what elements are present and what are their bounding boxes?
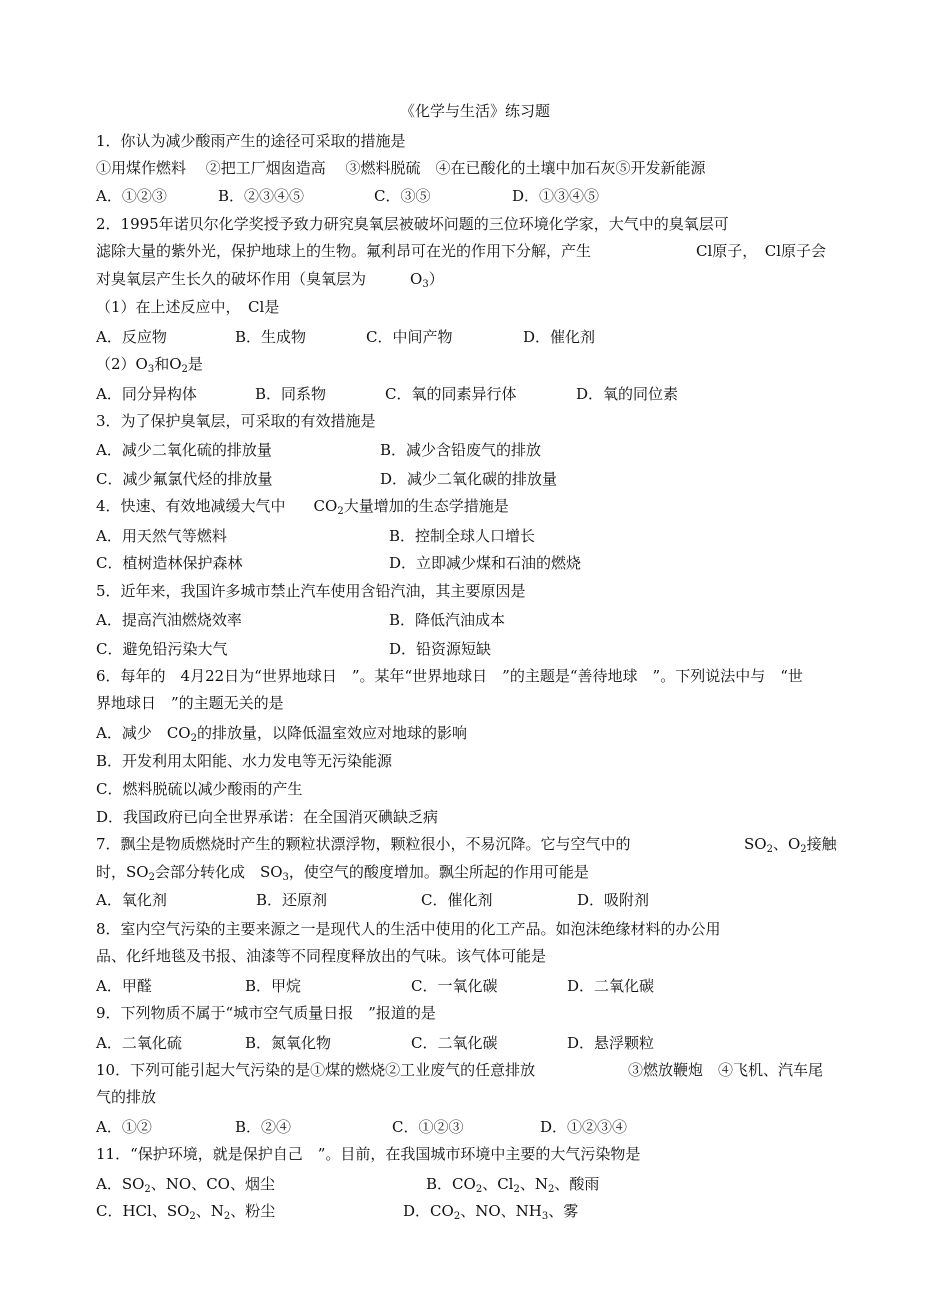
- question-5-option-d: D．铅资源短缺: [389, 640, 492, 658]
- question-1-option-b: B．②③④⑤: [218, 187, 305, 205]
- question-4-option-b: B．控制全球人口增长: [389, 527, 536, 545]
- question-11-option-b-sub-1: 2: [475, 1184, 483, 1195]
- page-title: 《化学与生活》练习题: [399, 102, 550, 120]
- question-2-sub1-option-c: C．中间产物: [366, 328, 453, 346]
- question-11-option-d-sub-1: 2: [453, 1211, 461, 1222]
- question-2-sub2-o3-subscript: 3: [147, 364, 155, 375]
- question-2-sub2-o3: （2）O: [96, 355, 148, 373]
- question-6-stem-line-2: 界地球日 ”的主题无关的是: [96, 694, 284, 712]
- question-11-option-b-part-1: B．CO: [426, 1175, 476, 1193]
- question-3-option-c: C．减少氟氯代烃的排放量: [96, 470, 273, 488]
- question-11-option-c-part-3: 、粉尘: [230, 1202, 276, 1220]
- question-1-items: ①用煤作燃料 ②把工厂烟囱造高 ③燃料脱硫 ④在已酸化的土壤中加石灰⑤开发新能源: [96, 159, 706, 177]
- question-8-stem-line-2: 品、化纤地毯及书报、油漆等不同程度释放出的气味。该气体可能是: [96, 947, 547, 965]
- question-11-option-c-sub-2: 2: [223, 1211, 231, 1222]
- question-6-option-d: D．我国政府已向全世界承诺：在全国消灭碘缺乏病: [96, 808, 439, 826]
- question-2-stem-line-1: 2．1995年诺贝尔化学奖授予致力研究臭氧层被破坏问题的三位环境化学家，大气中的臭氧层可: [96, 215, 729, 233]
- question-3-option-d: D．减少二氧化碳的排放量: [380, 470, 558, 488]
- question-2-sub2-option-b: B．同系物: [255, 385, 327, 403]
- question-4-stem-b: 大量增加的生态学措施是: [343, 497, 509, 515]
- question-10-stem-line-1-tail: ③燃放鞭炮 ④飞机、汽车尾: [628, 1061, 824, 1079]
- question-3-stem: 3．为了保护臭氧层，可采取的有效措施是: [96, 412, 376, 430]
- question-2-sub2-o2-subscript: 2: [181, 364, 188, 375]
- question-2-sub2-stem: [96, 354, 203, 374]
- question-7-stem-line-1: 7．飘尘是物质燃烧时产生的颗粒状漂浮物，颗粒很小，不易沉降。它与空气中的: [96, 835, 631, 853]
- question-6-option-a-subscript: 2: [190, 733, 197, 744]
- question-5-option-a: A．提高汽油燃烧效率: [96, 611, 242, 629]
- question-11-option-d-part-1: D．CO: [403, 1202, 454, 1220]
- question-8-option-c: C．一氧化碳: [411, 977, 498, 995]
- question-11-option-d-part-3: 、雾: [548, 1202, 579, 1220]
- question-11-option-a-part-2: 、NO、CO、烟尘: [150, 1175, 275, 1193]
- question-2-sub1-stem: （1）在上述反应中， Cl是: [96, 298, 280, 316]
- question-10-option-b: B．②④: [235, 1118, 292, 1136]
- question-11-option-b-sub-2: 2: [513, 1184, 520, 1195]
- question-2-sub2-o2: 和O: [154, 355, 182, 373]
- question-4-co2-subscript: 2: [337, 506, 344, 517]
- question-4-stem: [96, 496, 509, 516]
- question-8-option-a: A．甲醛: [96, 977, 152, 995]
- question-11-option-a-sub-1: 2: [144, 1184, 151, 1195]
- question-5-option-b: B．降低汽油成本: [389, 611, 506, 629]
- question-9-option-b: B．氮氧化物: [245, 1034, 332, 1052]
- question-5-stem: 5．近年来，我国许多城市禁止汽车使用含铅汽油，其主要原因是: [96, 582, 526, 600]
- question-11-option-b-part-3: 、N: [519, 1175, 548, 1193]
- question-2-stem-line-2: 滤除大量的紫外光，保护地球上的生物。氟利昂可在光的作用下分解，产生: [96, 242, 592, 260]
- question-10-option-c: C．①②③: [392, 1118, 464, 1136]
- question-3-option-a: A．减少二氧化硫的排放量: [96, 441, 272, 459]
- question-1-option-d: D．①③④⑤: [512, 187, 600, 205]
- question-10-option-a: A．①②: [96, 1118, 152, 1136]
- question-11-option-c-sub-1: 2: [189, 1211, 196, 1222]
- question-2-sub2-option-c: C．氧的同素异行体: [385, 385, 517, 403]
- question-10-option-d: D．①②③④: [540, 1118, 628, 1136]
- question-3-option-b: B．减少含铅废气的排放: [380, 441, 542, 459]
- question-7-so2: SO: [744, 835, 767, 853]
- question-7-so2-subscript: 2: [766, 844, 773, 855]
- question-6-option-a-tail: 的排放量，以降低温室效应对地球的影响: [196, 724, 467, 742]
- question-11-option-c-part-2: 、N: [195, 1202, 224, 1220]
- question-11-option-b: [426, 1174, 599, 1194]
- ozone-subscript: 3: [422, 279, 429, 290]
- question-7-line-2-sub-2: 3: [282, 872, 289, 883]
- question-1-option-c: C．③⑤: [374, 187, 431, 205]
- question-11-stem: 11．“保护环境，就是保护自己 ”。目前，在我国城市环境中主要的大气污染物是: [96, 1145, 641, 1163]
- question-11-option-d-sub-2: 3: [541, 1211, 549, 1222]
- question-5-option-c: C．避免铅污染大气: [96, 640, 228, 658]
- question-7-option-b: B．还原剂: [256, 891, 328, 909]
- question-2-stem-line-3-text: 对臭氧层产生长久的破坏作用（臭氧层为: [96, 270, 367, 288]
- question-8-option-b: B．甲烷: [245, 977, 302, 995]
- question-7-contact: 接触: [806, 835, 837, 853]
- question-7-line-2-a: 时，SO: [96, 863, 149, 881]
- question-7-option-a: A．氧化剂: [96, 891, 167, 909]
- question-11-option-c-part-1: C．HCl、SO: [96, 1202, 190, 1220]
- question-9-option-d: D．悬浮颗粒: [567, 1034, 655, 1052]
- question-11-option-b-part-4: 、酸雨: [554, 1175, 600, 1193]
- question-4-co2: CO: [313, 497, 338, 515]
- question-7-o2: 、O: [772, 835, 801, 853]
- question-7-line-2-c: ，使空气的酸度增加。飘尘所起的作用可能是: [288, 863, 589, 881]
- question-7-stem-line-2: [96, 862, 589, 882]
- question-7-stem-line-1-tail: [744, 834, 837, 854]
- question-2-sub2-end: 是: [187, 355, 203, 373]
- question-8-stem-line-1: 8．室内空气污染的主要来源之一是现代人的生活中使用的化工产品。如泡沫绝缘材料的办公用: [96, 920, 721, 938]
- question-1-stem: 1．你认为减少酸雨产生的途径可采取的措施是: [96, 132, 406, 150]
- question-6-option-a-head: A．减少 CO: [96, 724, 191, 742]
- question-4-stem-a: 4．快速、有效地减缓大气中: [96, 497, 286, 515]
- question-2-sub1-option-b: B．生成物: [235, 328, 307, 346]
- question-7-option-d: D．吸附剂: [577, 891, 650, 909]
- question-9-option-c: C．二氧化碳: [411, 1034, 498, 1052]
- question-4-option-c: C．植树造林保护森林: [96, 554, 243, 572]
- question-1-option-a: A．①②③: [96, 187, 167, 205]
- question-7-o2-subscript: 2: [800, 844, 807, 855]
- question-8-option-d: D．二氧化碳: [567, 977, 655, 995]
- question-6-option-b: B．开发利用太阳能、水力发电等无污染能源: [96, 752, 393, 770]
- ozone-formula: O: [410, 270, 423, 288]
- question-11-option-c: [96, 1201, 275, 1221]
- question-2-sub2-option-d: D．氧的同位素: [576, 385, 679, 403]
- question-10-stem-line-1: 10．下列可能引起大气污染的是①煤的燃烧②工业废气的任意排放: [96, 1061, 536, 1079]
- question-11-option-b-sub-3: 2: [547, 1184, 555, 1195]
- question-2-sub2-option-a: A．同分异构体: [96, 385, 197, 403]
- question-2-stem-line-3: [96, 269, 444, 289]
- question-7-line-2-sub-1: 2: [148, 872, 155, 883]
- question-2-stem-line-3-end: ）: [428, 270, 444, 288]
- question-2-sub1-option-d: D．催化剂: [523, 328, 596, 346]
- question-6-option-c: C．燃料脱硫以减少酸雨的产生: [96, 780, 303, 798]
- question-11-option-a-part-1: A．SO: [96, 1175, 145, 1193]
- question-7-option-c: C．催化剂: [421, 891, 493, 909]
- question-6-stem-line-1: 6．每年的 4月22日为“世界地球日 ”。某年“世界地球日 ”的主题是“善待地球 ”。下列说法中与 “世: [96, 667, 803, 685]
- question-6-option-a: [96, 723, 467, 743]
- question-2-sub1-option-a: A．反应物: [96, 328, 167, 346]
- question-9-option-a: A．二氧化硫: [96, 1034, 182, 1052]
- question-9-stem: 9．下列物质不属于“城市空气质量日报 ”报道的是: [96, 1004, 436, 1022]
- question-11-option-d-part-2: 、NO、NH: [460, 1202, 542, 1220]
- question-11-option-b-part-2: 、Cl: [482, 1175, 514, 1193]
- question-7-line-2-b: 会部分转化成 SO: [154, 863, 283, 881]
- question-2-stem-line-2-tail: Cl原子， Cl原子会: [696, 242, 827, 260]
- question-10-stem-line-2: 气的排放: [96, 1088, 157, 1106]
- question-11-option-d: [403, 1201, 578, 1221]
- question-11-option-a: [96, 1174, 275, 1194]
- question-4-option-d: D．立即减少煤和石油的燃烧: [389, 554, 582, 572]
- question-4-option-a: A．用天然气等燃料: [96, 527, 227, 545]
